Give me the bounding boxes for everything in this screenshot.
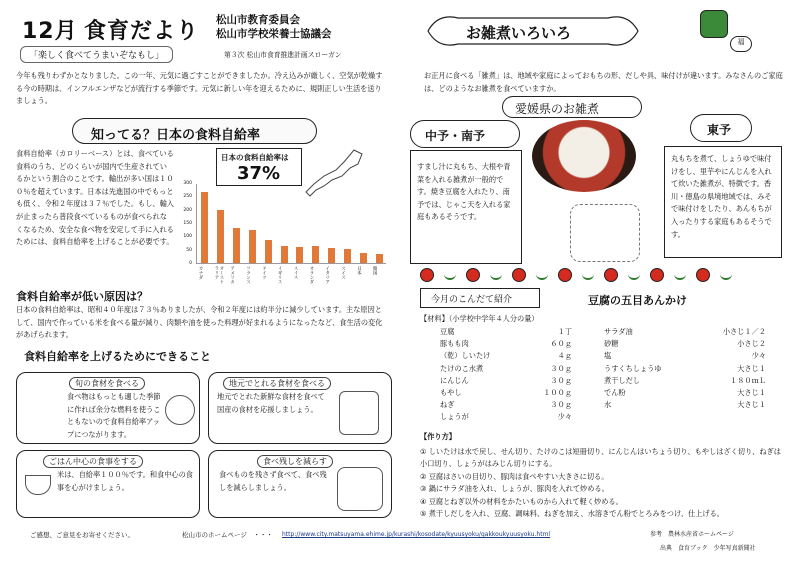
ingredient-name: サラダ油 bbox=[604, 327, 633, 336]
x-axis bbox=[196, 266, 386, 284]
slogan-note: 第３次 松山市食育推進計画スローガン bbox=[224, 51, 342, 59]
x-tick-label: スイス bbox=[293, 266, 298, 280]
bar-3 bbox=[233, 228, 240, 263]
recipe-section-label: 今月のこんだて紹介 bbox=[431, 295, 513, 305]
daruma-icon bbox=[558, 268, 572, 282]
decor-row bbox=[420, 268, 780, 282]
x-tick-label: オランダ bbox=[308, 266, 314, 284]
sprout-icon bbox=[582, 270, 594, 280]
ingredient-qty: １丁 bbox=[557, 327, 572, 336]
y-tick-label: 300 bbox=[183, 181, 192, 186]
selfsuff-body: 食料自給率（カロリーベース）とは、食べている食料のうち、どのくらいが国内で生産されているかという割合のことです。輸出が多い国は１００％を超えています。日本は先進国の中でもっとも低く、令和２年度は３７％でした。もし、輸入が止まったら普段食べているものが食べられなくなるため、安全な食べ物を安定して手に入れるためには、食料自給率を上げることが必要です。 bbox=[16, 149, 174, 247]
bar-10 bbox=[344, 249, 351, 263]
x-tick-label: フランス bbox=[245, 266, 251, 284]
ingredient-qty: ６０ｇ bbox=[550, 339, 572, 349]
ingredient-name: ねぎ bbox=[440, 400, 455, 410]
bar-11 bbox=[360, 253, 367, 263]
action-card-2 bbox=[208, 372, 392, 444]
ingredient-qty: １００ｇ bbox=[543, 388, 572, 398]
right-region-oval bbox=[690, 114, 752, 142]
footer-left: ご感想、ご意見をお寄せください。 bbox=[30, 531, 134, 539]
left-region-oval bbox=[410, 120, 520, 148]
region-title: 愛媛県のお雑煮 bbox=[515, 102, 600, 116]
ingredient-row bbox=[440, 387, 572, 399]
action-title-2: 地元でとれる食材を食べる bbox=[223, 377, 331, 390]
y-tick-label: 50 bbox=[186, 247, 192, 253]
ingredient-name: 塩 bbox=[604, 351, 612, 361]
action-title-4: 食べ残しを減らす bbox=[257, 455, 333, 468]
ingredient-row bbox=[604, 387, 766, 399]
daruma-icon bbox=[466, 268, 480, 282]
action-body-2: 地元でとれた新鮮な食材を食べて国産の食材を応援しましょう。 bbox=[217, 392, 325, 414]
bar-1 bbox=[201, 192, 208, 263]
x-tick-label: イタリア bbox=[324, 266, 330, 284]
ingredient-row bbox=[440, 350, 572, 362]
ingredient-qty: 少々 bbox=[751, 351, 766, 361]
bar-4 bbox=[249, 230, 256, 263]
x-tick-label: イギリス bbox=[277, 266, 283, 284]
ingredient-name: 煮干しだし bbox=[604, 375, 640, 385]
ingredient-name: もやし bbox=[440, 388, 462, 398]
ingredient-row bbox=[604, 375, 766, 387]
page-title: 食育だより bbox=[84, 19, 200, 44]
ingredient-row bbox=[440, 363, 572, 375]
ingredient-row bbox=[440, 399, 572, 411]
x-tick-label: オーストラリア bbox=[213, 266, 224, 284]
x-tick-label: カナダ bbox=[198, 266, 203, 280]
month: 12月 bbox=[22, 19, 78, 44]
step-item: ② 豆腐はさいの目切り、豚肉は食べやすい大きさに切る。 bbox=[420, 471, 609, 481]
y-tick-label: 150 bbox=[183, 221, 192, 226]
bar-7 bbox=[296, 247, 303, 263]
ozoni-banner bbox=[418, 8, 788, 64]
recipe-materials-label: 【材料】（小学校中学年４人分の量） bbox=[420, 314, 539, 323]
header bbox=[8, 6, 393, 62]
ingredient-qty: １８０ｍＬ bbox=[730, 375, 766, 385]
lion-dance-icon bbox=[700, 10, 728, 38]
footer-link-label: 松山市のホームページ ・・・ bbox=[182, 531, 273, 539]
ingredient-qty: ３０ｇ bbox=[550, 363, 572, 373]
ingredient-row bbox=[604, 399, 766, 411]
daruma-icon bbox=[512, 268, 526, 282]
ingredient-row bbox=[440, 338, 572, 350]
left-region-body: すまし汁に丸もち、大根や青菜を入れる雑煮が一般的です。焼き豆腐を入れたり、南予では、じゃこ天を入れる家庭もあるそうです。 bbox=[417, 162, 511, 222]
action-card-1 bbox=[16, 372, 200, 444]
ingredient-row bbox=[440, 411, 572, 423]
ingredient-name: （乾）しいたけ bbox=[440, 351, 491, 361]
ingredients-left bbox=[440, 326, 572, 424]
selfsuff-heading-box bbox=[72, 118, 317, 144]
ozoni-title: お雑煮いろいろ bbox=[466, 24, 572, 42]
x-tick-label: スイス bbox=[340, 266, 346, 280]
sprout-icon bbox=[628, 270, 640, 280]
ingredient-name: 砂糖 bbox=[604, 339, 619, 349]
sprout-icon bbox=[674, 270, 686, 280]
daruma-icon bbox=[696, 268, 710, 282]
plot-area bbox=[196, 184, 386, 264]
family-illustration bbox=[570, 204, 640, 262]
ingredient-name: 豚もも肉 bbox=[440, 339, 469, 349]
low-reason-body: 日本の食料自給率は、昭和４０年度は７３％ありましたが、令和２年度には約半分に減少しています。主な原因として、国内で作っている米を食べる量が減り、肉類や油を使った料理が好まれるようになったなど、食生活の変化があげられます。 bbox=[16, 305, 383, 340]
sprout-icon bbox=[536, 270, 548, 280]
y-axis bbox=[178, 176, 192, 266]
ref-2: 出典 食育ブック 少年写真新聞社 bbox=[660, 545, 756, 552]
right-region-body: 丸もちを煮て、しょうゆで味付けをし、里芋やにんじんを入れて炊いた雑煮が、特徴です。香川・徳島の県境地域では、みそで味付けをしたり、あんもちが入ったりする家庭もあるそうです。 bbox=[671, 154, 772, 239]
ingredient-name: しょうが bbox=[440, 412, 469, 422]
recipe-title: 豆腐の五目あんかけ bbox=[588, 294, 687, 307]
ozoni-intro: お正月に食べる「雑煮」は、地域や家庭によっておもちの形、だしや具、味付けが違います。みなさんのご家庭は、どのようなお雑煮を食べていますか。 bbox=[424, 71, 783, 93]
selfsuff-chart bbox=[178, 146, 390, 284]
ingredient-row bbox=[440, 375, 572, 387]
org-1: 松山市教育委員会 bbox=[216, 14, 300, 26]
step-item: ① しいたけは水で戻し、せん切り、たけのこは短冊切り、にんじんはいちょう切り、もやしはざく切り、ねぎは小口切り、しょうがはみじん切りにする。 bbox=[420, 447, 781, 469]
bar-2 bbox=[217, 210, 224, 263]
ingredient-name: にんじん bbox=[440, 375, 469, 385]
ingredient-qty: 少々 bbox=[557, 412, 572, 422]
action-body-4: 食べものを残さず食べて、食べ残しを減らしましょう。 bbox=[219, 470, 327, 492]
right-region-box bbox=[664, 146, 782, 258]
footer-url[interactable]: http://www.city.matsuyama.ehime.jp/kurashi/kosodate/kyuusyoku/gakkoukyuusyoku.html bbox=[282, 531, 551, 538]
action-title-1: 旬の食材を食べる bbox=[69, 377, 145, 390]
ingredient-qty: 小さじ１／２ bbox=[722, 327, 766, 336]
sprout-icon bbox=[490, 270, 502, 280]
ingredient-name: うすくちしょうゆ bbox=[604, 363, 662, 373]
action-card-4 bbox=[208, 450, 392, 518]
ingredient-name: でん粉 bbox=[604, 388, 626, 398]
children-icon bbox=[337, 467, 383, 511]
sprout-icon bbox=[444, 270, 456, 280]
ref-1: 参考 農林水産省ホームページ bbox=[650, 531, 734, 538]
chart-callout-label: 日本の食料自給率は bbox=[221, 153, 289, 162]
ingredient-qty: 大さじ１ bbox=[737, 400, 766, 410]
low-reason-heading: 食料自給率が低い原因は？ bbox=[16, 290, 148, 303]
bar-5 bbox=[265, 240, 272, 263]
steps-label: 【作り方】 bbox=[420, 432, 456, 441]
fuku-tag-icon: 福 bbox=[730, 36, 752, 52]
region-title-box bbox=[502, 96, 642, 118]
ingredient-name: 水 bbox=[604, 400, 612, 410]
farmer-icon bbox=[339, 391, 379, 435]
ingredient-qty: 大さじ１ bbox=[737, 363, 766, 373]
bar-8 bbox=[312, 246, 319, 263]
chart-callout bbox=[216, 148, 302, 186]
y-tick-label: 0 bbox=[189, 261, 192, 266]
ingredient-qty: 小さじ２ bbox=[737, 339, 766, 349]
right-region-label: 東予 bbox=[707, 123, 732, 137]
chart-callout-value: 37% bbox=[237, 163, 281, 184]
ingredient-row bbox=[440, 326, 572, 338]
x-tick-label: 韓国 bbox=[372, 266, 378, 275]
step-item: ⑤ 煮干しだしを入れ、豆腐、調味料、ねぎを加え、水溶きでん粉でとろみをつけ、仕上げる。 bbox=[420, 509, 724, 519]
recipe-section-label-box bbox=[420, 288, 540, 308]
rice-bowl-icon bbox=[25, 475, 51, 495]
daruma-icon bbox=[650, 268, 664, 282]
ingredients-right bbox=[604, 326, 766, 411]
action-card-3 bbox=[16, 450, 200, 518]
org-2: 松山市学校栄養士協議会 bbox=[216, 28, 332, 40]
x-tick-label: アメリカ bbox=[229, 266, 235, 284]
selfsuff-heading: 知ってる？日本の食料自給率 bbox=[91, 128, 261, 143]
bar-9 bbox=[328, 248, 335, 263]
ingredient-row bbox=[604, 338, 766, 350]
x-tick-label: 日本 bbox=[356, 266, 362, 275]
ingredient-row bbox=[604, 326, 766, 338]
y-tick-label: 200 bbox=[183, 207, 192, 213]
x-tick-label: ドイツ bbox=[261, 266, 267, 280]
actions-heading: 食料自給率を上げるためにできること bbox=[24, 350, 211, 363]
ingredient-qty: ３０ｇ bbox=[550, 400, 572, 410]
action-title-3: ごはん中心の食事をする bbox=[43, 455, 143, 468]
sprout-icon bbox=[720, 270, 732, 280]
ingredient-qty: ３０ｇ bbox=[550, 375, 572, 385]
ozoni-photo bbox=[532, 120, 636, 192]
ingredient-qty: ４ｇ bbox=[557, 351, 572, 361]
ingredient-name: 豆腐 bbox=[440, 327, 455, 336]
step-item: ④ 豆腐とねぎ以外の材料をかたいものから入れて軽く炒める。 bbox=[420, 496, 623, 506]
daruma-icon bbox=[420, 268, 434, 282]
intro-text: 今年も残りわずかとなりました。この一年、元気に過ごすことができましたか。冷え込みが厳しく、空気が乾燥する今の時期は、インフルエンザなどが流行する季節です。元気に新しい年を迎えるために、規則正しい生活を送りましょう。 bbox=[16, 71, 383, 106]
daruma-icon bbox=[604, 268, 618, 282]
left-region-box bbox=[410, 150, 522, 264]
steps-list bbox=[420, 446, 786, 520]
y-tick-label: 100 bbox=[183, 234, 192, 240]
y-tick-label: 250 bbox=[183, 194, 192, 200]
ingredient-name: たけのこ水煮 bbox=[440, 363, 484, 373]
action-body-3: 米は、自給率１００％です。和食中心の食事を心がけましょう。 bbox=[57, 470, 193, 492]
bar-12 bbox=[376, 254, 383, 263]
ingredient-qty: 大さじ１ bbox=[737, 388, 766, 398]
ingredient-row bbox=[604, 363, 766, 375]
vegetable-icon bbox=[165, 395, 195, 425]
left-region-label: 中予・南予 bbox=[425, 129, 486, 143]
ingredient-row bbox=[604, 350, 766, 362]
slogan: 「楽しく食べてうまいぞなもし」 bbox=[20, 46, 173, 63]
bar-6 bbox=[281, 246, 288, 263]
step-item: ③ 鍋にサラダ油を入れ、しょうが、豚肉を入れて炒める。 bbox=[420, 484, 609, 494]
action-body-1: 食べ物はもっとも適した季節に作れば余分な燃料を使うこともないので食料自給率アップにつながります。 bbox=[67, 392, 161, 439]
